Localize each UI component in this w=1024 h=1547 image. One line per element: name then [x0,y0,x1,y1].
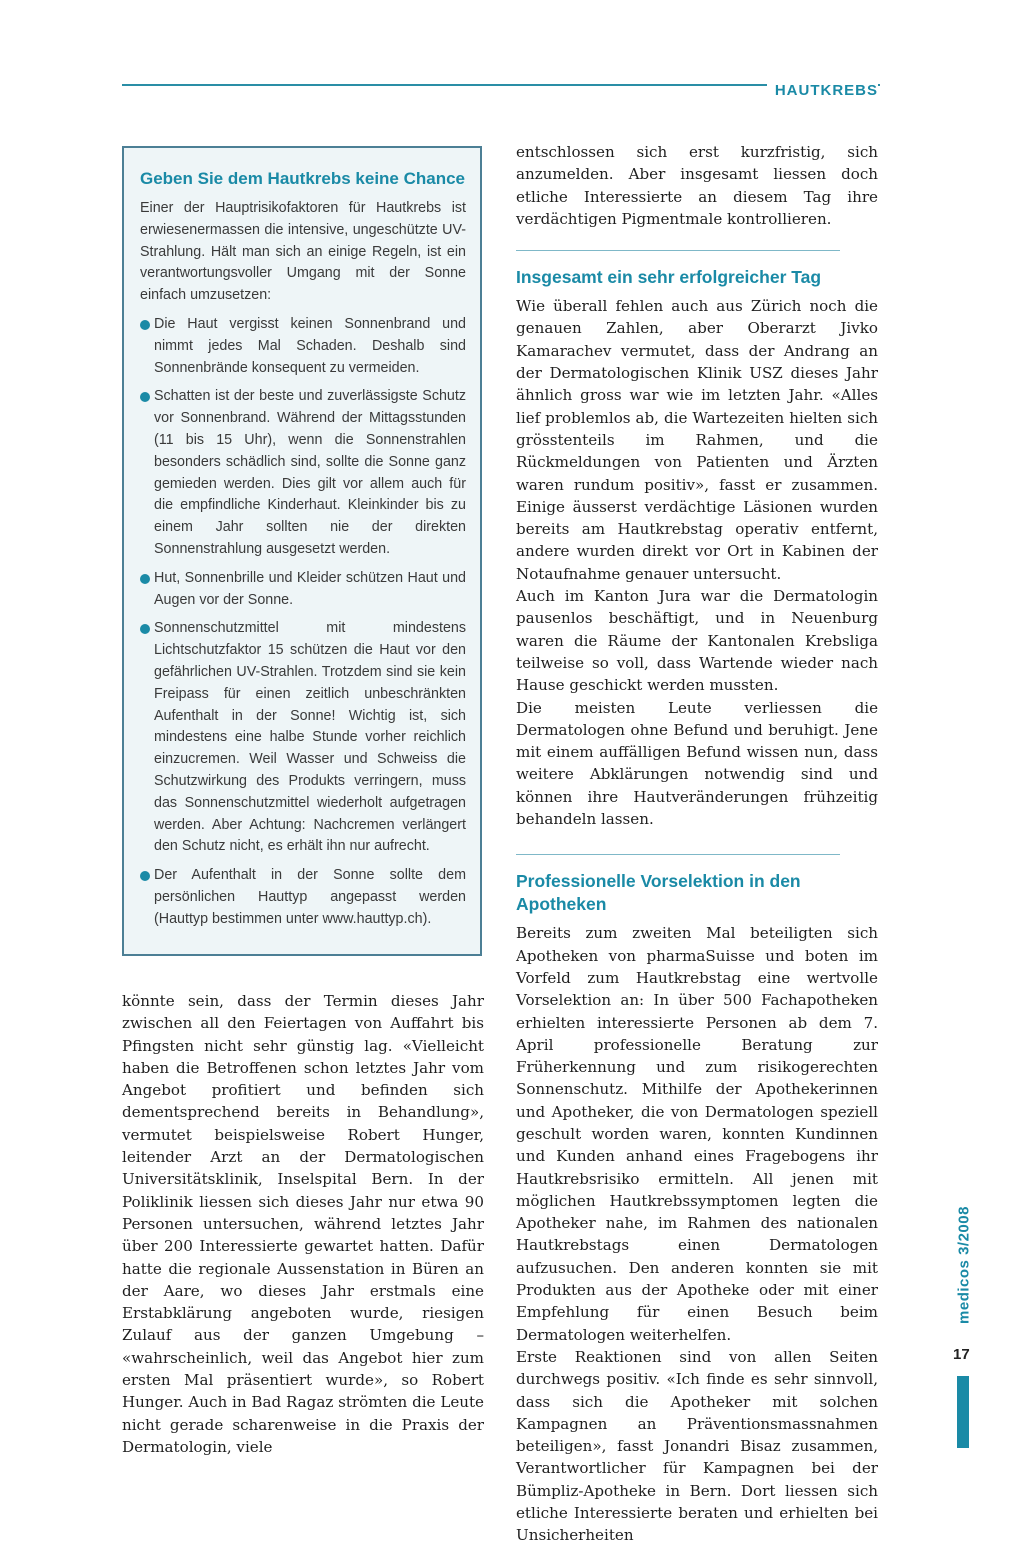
section-heading: Professionelle Vorselektion in den Apotheken [516,871,801,915]
list-item: Die Haut vergisst keinen Sonnenbrand und nimmt jedes Mal Schaden. Deshalb sind Sonnenbrände konsequent zu vermeiden. [140,314,466,379]
tips-infobox [122,146,482,956]
body-paragraph: entschlossen sich erst kurzfristig, sich anzumelden. Aber insgesamt liessen doch etliche Interessierte an diesem Tag ihre verdächtigen Pigmentmale kontrollieren. [516,143,878,228]
body-paragraph: Erste Reaktionen sind von allen Seiten durchwegs positiv. «Ich finde es sehr sinnvoll, dass sich die Apotheker mit solchen Kampagnen an Präventionsmassnahmen beteiligen», fasst Jonandri Bisaz zusammen, Verantwortlicher für Kampagnen bei der Bümpliz-Apotheke in Bern. Dort liessen sich etliche Interessierte beraten und erhielten bei Unsicherheiten [516,1347,878,1545]
body-paragraph: Auch im Kanton Jura war die Dermatologin pausenlos beschäftigt, und in Neuenburg waren die Räume der Kantonalen Krebsliga teilweise so voll, dass Wartende wieder nach Hause geschickt werden mussten. [516,587,878,695]
section-divider [516,854,840,855]
section-label: HAUTKREBS [767,82,878,99]
magazine-issue-label: medicos 3/2008 [955,1206,973,1324]
body-paragraph: Die meisten Leute verliessen die Dermatologen ohne Befund und beruhigt. Jene mit einem auffälligen Befund wissen nun, dass weitere Abklärungen notwendig sind und können ihre Hautveränderungen frühzeitig behandeln lassen. [516,698,878,829]
infobox-bullet-list [140,314,466,931]
body-paragraph: könnte sein, dass der Termin dieses Jahr zwischen all den Feiertagen von Auffahrt bis Pfingsten nicht sehr günstig lag. «Vielleicht haben die Betroffenen schon letztes Jahr vom Angebot profitiert und befinden sich dementsprechend bereits in Behandlung», vermutet beispielsweise Robert Hunger, leitender Arzt an der Dermatologischen Universitätsklinik, Inselspital Bern. In der Poliklinik liessen sich dieses Jahr nur etwa 90 Personen untersuchen, während letztes Jahr über 200 Interessierte gewartet hatten. Dafür hatte die regionale Aussenstation in Büren an der Aare, wo dieses Jahr erstmals eine Erstabklärung angeboten wurde, riesigen Zulauf aus der ganzen Umgebung – «wahrscheinlich, weil das Angebot hier zum ersten Mal präsentiert wurde», so Robert Hunger. Auch in Bad Ragaz strömten die Leute nicht gerade scharenweise in die Praxis der Dermatologin, viele [122,992,484,1456]
list-item: Hut, Sonnenbrille und Kleider schützen Haut und Augen vor der Sonne. [140,568,466,612]
section-heading: Insgesamt ein sehr erfolgreicher Tag [516,267,822,288]
list-item: Der Aufenthalt in der Sonne sollte dem persönlichen Hauttyp angepasst werden (Hauttyp bestimmen unter www.hauttyp.ch). [140,865,466,930]
list-item: Schatten ist der beste und zuverlässigste Schutz vor Sonnenbrand. Während der Mittagsstunden (11 bis 15 Uhr), wenn die Sonnenstrahlen besonders schädlich sind, sollte die Sonne ganz gemieden werden. Dies gilt vor allem auch für die empfindliche Kinderhaut. Kleinkinder bis zu einem Jahr sollten nie der direkten Sonnenstrahlung ausgesetzt werden. [140,386,466,560]
left-column-text [122,990,484,1458]
bullet-icon [140,392,150,402]
accent-bar [957,1376,969,1448]
body-paragraph: Wie überall fehlen auch aus Zürich noch die genauen Zahlen, aber Oberarzt Jivko Kamarachev vermutet, dass der Andrang an der Dermatologischen Klinik USZ dieses Jahr ähnlich gross war wie im letzten Jahr. «Alles lief problemlos ab, die Wartezeiten hielten sich grösstenteils im Rahmen, und die Rückmeldungen von Patienten und Ärzten waren rundum positiv», fasst er zusammen. Einige äusserst verdächtige Läsionen wurden bereits am Hautkrebstag operativ entfernt, andere wurden direkt vor Ort in Kabinen der Notaufnahme genauer untersucht. [516,297,878,583]
body-paragraph: Bereits zum zweiten Mal beteiligten sich Apotheken von pharmaSuisse und boten im Vorfeld zum Hautkrebstag eine wertvolle Vorselektion an: In über 500 Fachapotheken erhielten interessierte Personen ab dem 7. April professionelle Beratung zur Früherkennung und zum risikogerechten Sonnenschutz. Mithilfe der Apothekerinnen und Apotheker, die von Dermatologen speziell geschult worden waren, konnten Kundinnen und Kunden anhand eines Fragebogens ihr Hautkrebsrisiko ermitteln. All jenen mit möglichen Hautkrebssymptomen legten die Apotheker nahe, im Rahmen des nationalen Hautkrebstags einen Dermatologen aufzusuchen. Den anderen konnten sie mit Produkten aus der Apotheke oder mit einer Empfehlung für einen Besuch beim Dermatologen weiterhelfen. [516,924,878,1344]
page-number: 17 [953,1346,970,1363]
infobox-title: Geben Sie dem Hautkrebs keine Chance [140,169,466,188]
bullet-icon [140,871,150,881]
bullet-icon [140,574,150,584]
section-divider [516,250,840,251]
right-column-text [516,141,878,1547]
infobox-intro: Einer der Hauptrisikofaktoren für Hautkrebs ist erwiesenermassen die intensive, ungeschützte UV-Strahlung. Hält man sich an einige Regeln, ist ein verantwortungsvoller Umgang mit der Sonne einfach umzusetzen: [140,200,466,304]
list-item: Sonnenschutzmittel mit mindestens Lichtschutzfaktor 15 schützen die Haut vor den gefährlichen UV-Strahlen. Trotzdem sind sie kein Freipass für einen zeitlich unbeschränkten Aufenthalt in der Sonne! Wichtig ist, sich mindestens eine halbe Stunde vorher reichlich einzucremen. Weil Wasser und Schweiss die Schutzwirkung des Produkts verringern, muss das Sonnenschutzmittel wiederholt aufgetragen werden. Aber Achtung: Nachcremen verlängert den Schutz nicht, es erhält ihn nur aufrecht. [140,618,466,858]
bullet-icon [140,320,150,330]
bullet-icon [140,624,150,634]
